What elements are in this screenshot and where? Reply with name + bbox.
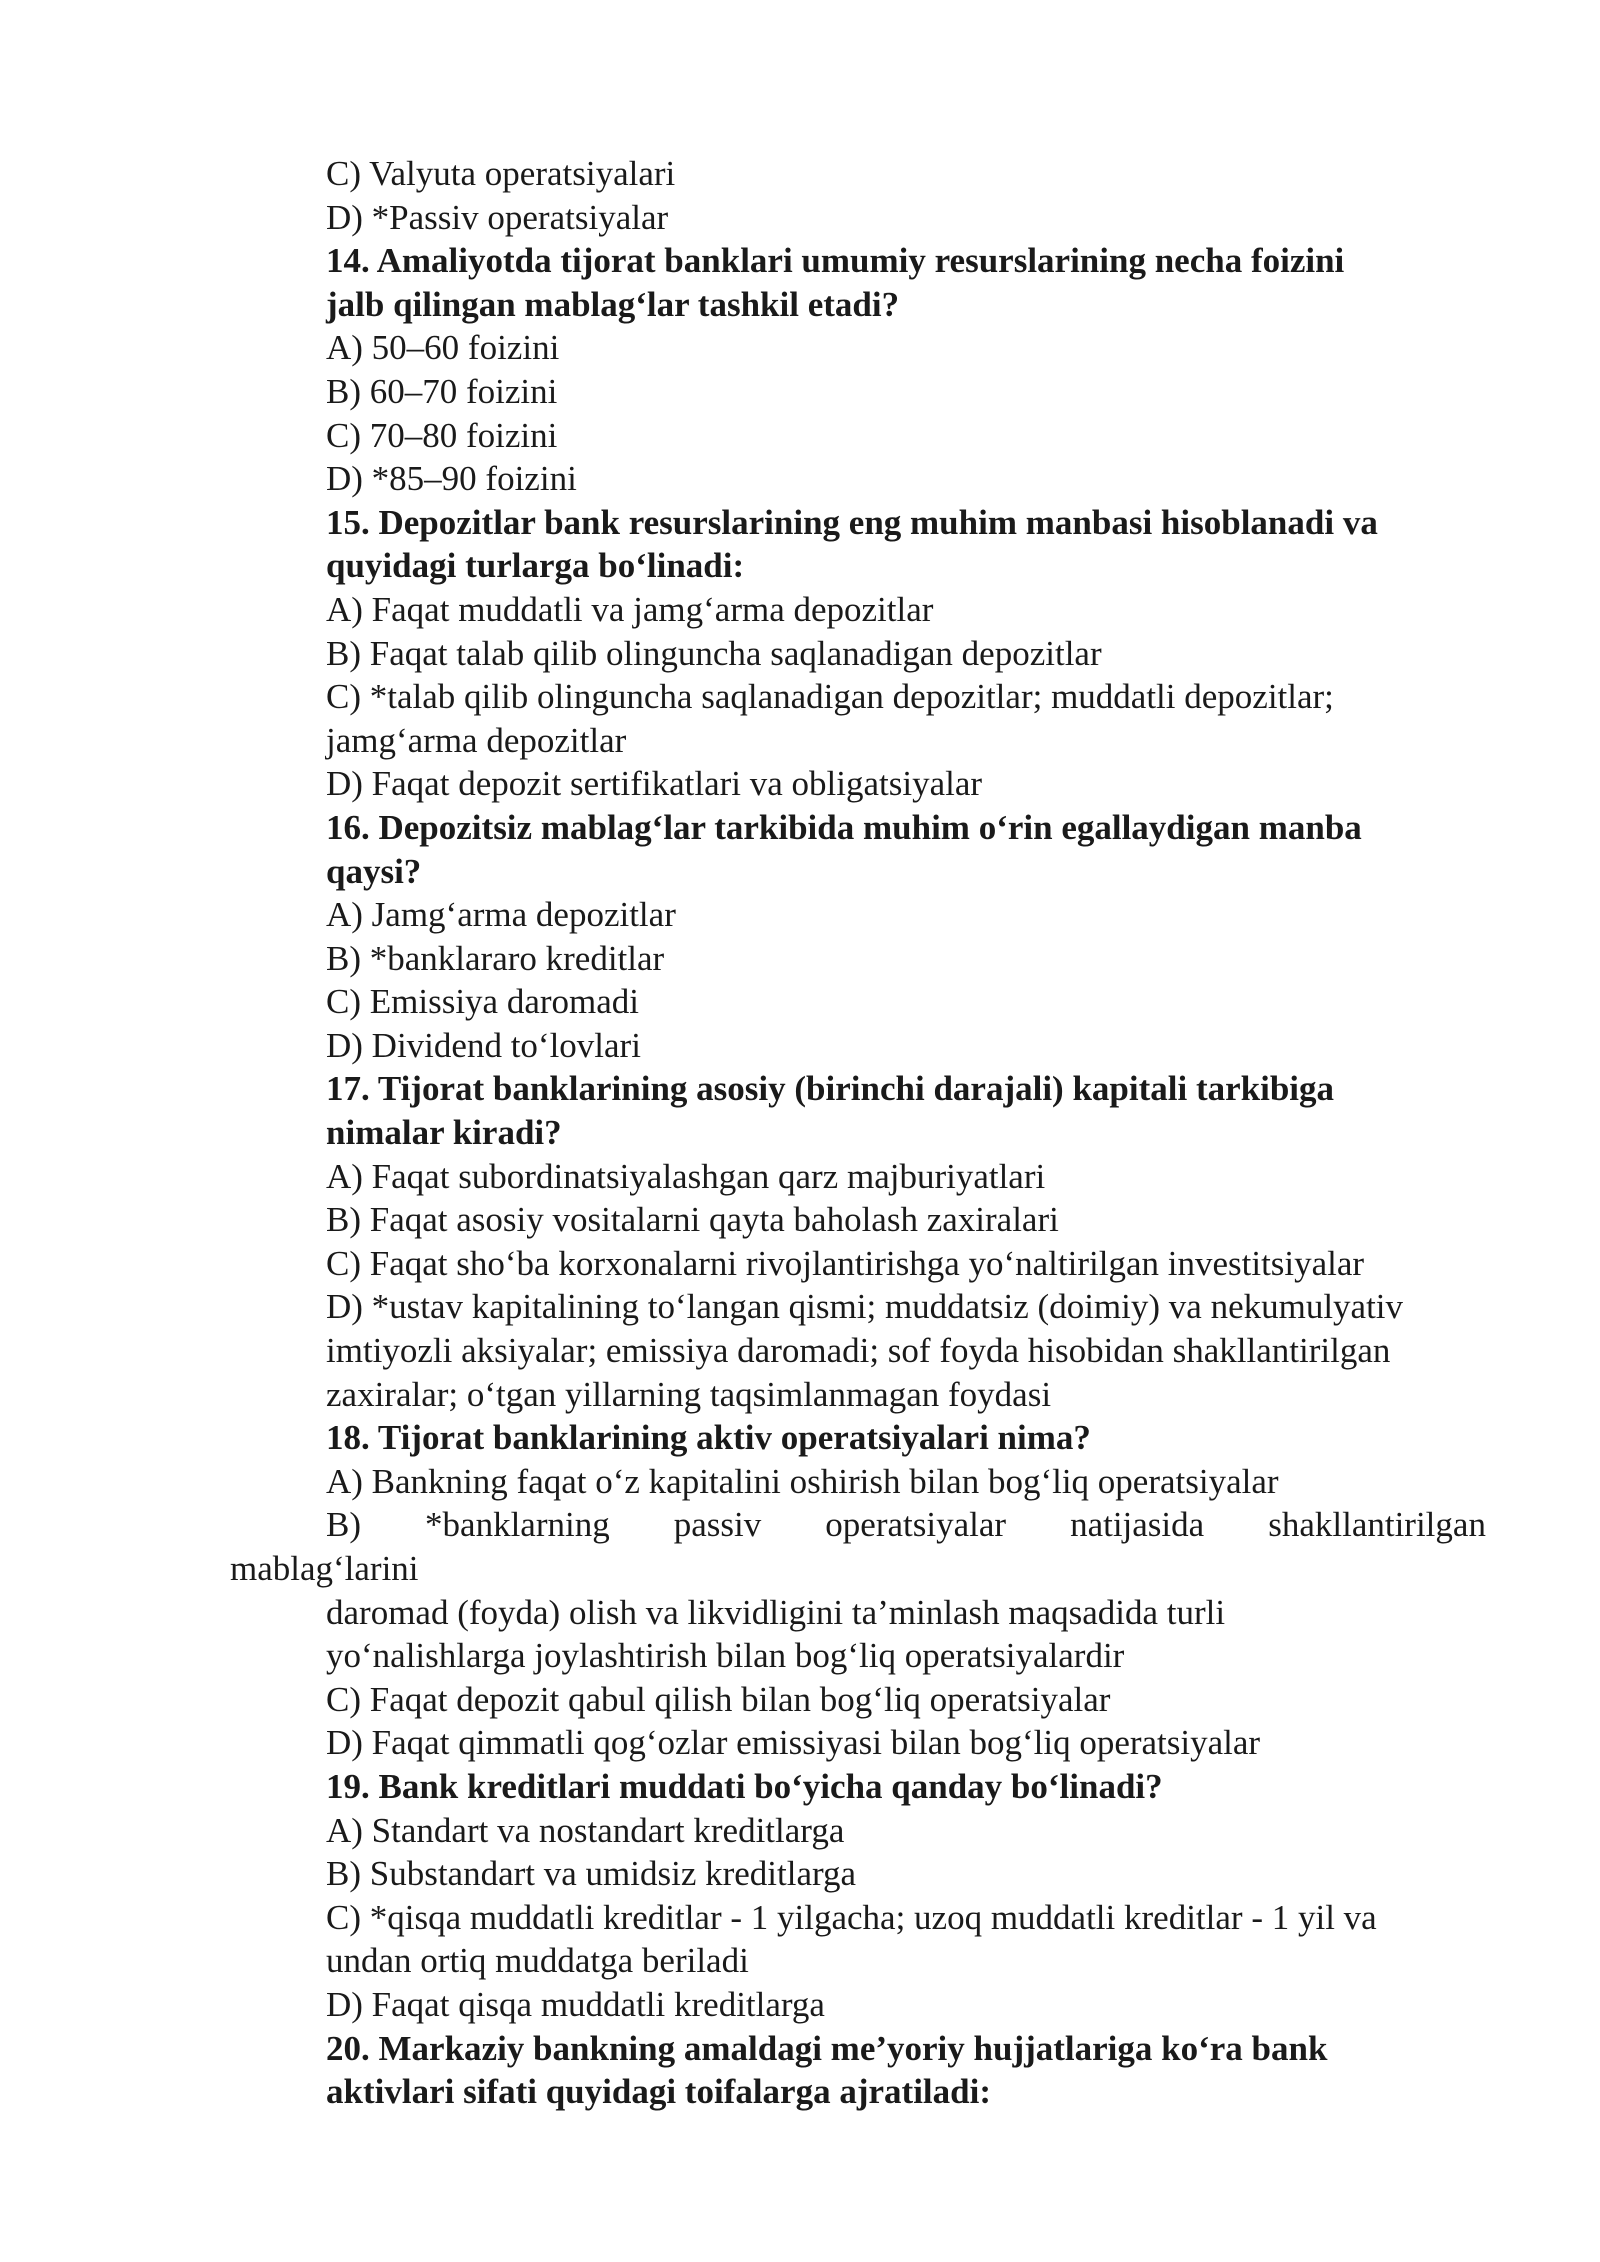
- option-d: D) *Passiv operatsiyalar: [326, 197, 669, 237]
- option-a: A) Standart va nostandart kreditlarga: [326, 1810, 845, 1850]
- option-a: A) Faqat subordinatsiyalashgan qarz majburiyatlari: [326, 1156, 1046, 1196]
- question-text: 14. Amaliyotda tijorat banklari umumiy resurslarining necha foizini: [326, 241, 1345, 281]
- option-b: B) Faqat asosiy vositalarni qayta baholash zaxiralari: [326, 1200, 1059, 1240]
- option-b-word: *banklarning: [425, 1505, 610, 1545]
- option-b: B) Substandart va umidsiz kreditlarga: [326, 1854, 857, 1894]
- option-b: B) *banklararo kreditlar: [326, 938, 665, 978]
- option-d: D) Faqat depozit sertifikatlari va obligatsiyalar: [326, 764, 983, 804]
- option-c: C) Faqat depozit qabul qilish bilan bog‘liq operatsiyalar: [326, 1679, 1111, 1719]
- option-a: A) 50–60 foizini: [326, 328, 560, 368]
- question-20: [326, 2027, 1486, 2114]
- option-d: D) Faqat qisqa muddatli kreditlarga: [326, 1984, 825, 2024]
- question-text: qaysi?: [326, 851, 422, 891]
- option-c: C) Faqat sho‘ba korxonalarni rivojlantirishga yo‘naltirilgan investitsiyalar: [326, 1243, 1365, 1283]
- question-text: aktivlari sifati quyidagi toifalarga ajratiladi:: [326, 2072, 991, 2112]
- option-a: A) Faqat muddatli va jamg‘arma depozitlar: [326, 589, 934, 629]
- question-text: quyidagi turlarga bo‘linadi:: [326, 546, 745, 586]
- page-content: [230, 152, 1486, 2114]
- option-b: B) Faqat talab qilib olinguncha saqlanadigan depozitlar: [326, 633, 1102, 673]
- question-text: 20. Markaziy bankning amaldagi me’yoriy hujjatlariga ko‘ra bank: [326, 2028, 1328, 2068]
- option-d: D) Dividend to‘lovlari: [326, 1025, 641, 1065]
- question-text: 17. Tijorat banklarining asosiy (birinchi darajali) kapitali tarkibiga: [326, 1069, 1335, 1109]
- option-b: [326, 1503, 1486, 1547]
- option-c-continued: jamg‘arma depozitlar: [326, 720, 627, 760]
- option-d-continued: imtiyozli aksiyalar; emissiya daromadi; sof foyda hisobidan shakllantirilgan: [326, 1331, 1391, 1371]
- question-text: 16. Depozitsiz mablag‘lar tarkibida muhim o‘rin egallaydigan manba: [326, 807, 1362, 847]
- question-14: [326, 239, 1486, 501]
- option-a: A) Bankning faqat o‘z kapitalini oshirish bilan bog‘liq operatsiyalar: [326, 1461, 1279, 1501]
- option-b-word: passiv: [673, 1505, 762, 1545]
- question-19: [326, 1765, 1486, 2027]
- option-d: D) *ustav kapitalining to‘langan qismi; muddatsiz (doimiy) va nekumulyativ: [326, 1287, 1404, 1327]
- option-d: D) Faqat qimmatli qog‘ozlar emissiyasi bilan bog‘liq operatsiyalar: [326, 1723, 1261, 1763]
- question-17: [326, 1067, 1486, 1416]
- option-b-word: B): [326, 1505, 361, 1545]
- question-text: 18. Tijorat banklarining aktiv operatsiyalari nima?: [326, 1418, 1091, 1458]
- option-c-continued: undan ortiq muddatga beriladi: [326, 1941, 749, 1981]
- question-text: 19. Bank kreditlari muddati bo‘yicha qanday bo‘linadi?: [326, 1766, 1163, 1806]
- question-16: [326, 806, 1486, 1068]
- question-text: jalb qilingan mablag‘lar tashkil etadi?: [326, 284, 900, 324]
- question-13-tail: [326, 152, 1486, 239]
- option-b-word: operatsiyalar: [825, 1505, 1007, 1545]
- option-c: C) *qisqa muddatli kreditlar - 1 yilgacha; uzoq muddatli kreditlar - 1 yil va: [326, 1897, 1377, 1937]
- option-b-continued: yo‘nalishlarga joylashtirish bilan bog‘liq operatsiyalardir: [326, 1636, 1125, 1676]
- option-c: C) 70–80 foizini: [326, 415, 558, 455]
- option-c: C) Emissiya daromadi: [326, 982, 640, 1022]
- question-text: 15. Depozitlar bank resurslarining eng muhim manbasi hisoblanadi va: [326, 502, 1378, 542]
- option-b-word: natijasida: [1070, 1505, 1205, 1545]
- option-d: D) *85–90 foizini: [326, 459, 577, 499]
- question-15: [326, 501, 1486, 806]
- option-a: A) Jamg‘arma depozitlar: [326, 895, 676, 935]
- option-c: C) Valyuta operatsiyalari: [326, 154, 676, 193]
- option-b-word: shakllantirilgan: [1268, 1505, 1486, 1545]
- question-18: [230, 1416, 1486, 1765]
- question-text: nimalar kiradi?: [326, 1113, 562, 1153]
- option-b-continued: mablag‘larini: [230, 1549, 419, 1588]
- option-b: B) 60–70 foizini: [326, 371, 558, 411]
- option-d-continued: zaxiralar; o‘tgan yillarning taqsimlanmagan foydasi: [326, 1374, 1052, 1414]
- option-c: C) *talab qilib olinguncha saqlanadigan depozitlar; muddatli depozitlar;: [326, 677, 1334, 717]
- option-b-continued: daromad (foyda) olish va likvidligini ta’minlash maqsadida turli: [326, 1592, 1226, 1632]
